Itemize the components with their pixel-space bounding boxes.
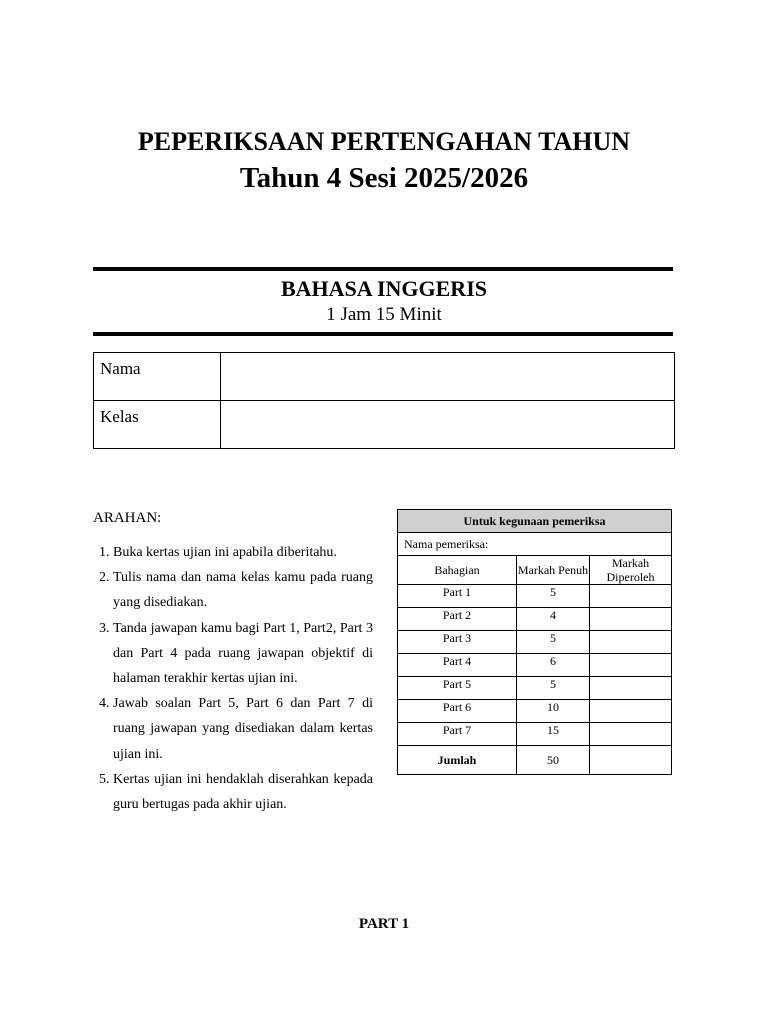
part-label: Part 5 bbox=[398, 677, 517, 700]
table-row bbox=[398, 677, 672, 700]
part-heading: PART 1 bbox=[358, 916, 410, 932]
examiner-table-heading: Untuk kegunaan pemeriksa bbox=[398, 510, 672, 533]
full-marks: 5 bbox=[517, 585, 590, 608]
class-field[interactable] bbox=[221, 401, 675, 449]
exam-title: PEPERIKSAAN PERTENGAHAN TAHUN bbox=[137, 127, 631, 156]
exam-duration: 1 Jam 15 Minit bbox=[326, 304, 442, 325]
obtained-marks bbox=[590, 700, 672, 723]
obtained-marks bbox=[590, 654, 672, 677]
instructions-list bbox=[93, 540, 373, 817]
part-label: Part 1 bbox=[398, 585, 517, 608]
name-row bbox=[94, 353, 675, 401]
full-marks: 15 bbox=[517, 723, 590, 746]
student-info-table bbox=[93, 352, 675, 449]
exam-subtitle: Tahun 4 Sesi 2025/2026 bbox=[239, 162, 529, 194]
table-row bbox=[398, 723, 672, 746]
full-marks: 6 bbox=[517, 654, 590, 677]
total-full-marks: 50 bbox=[517, 746, 590, 775]
instruction-item: 3. Tanda jawapan kamu bagi Part 1, Part2, Part 3 dan Part 4 pada ruang jawapan objektif di halaman terakhir kertas ujian ini. bbox=[113, 616, 373, 692]
full-marks: 10 bbox=[517, 700, 590, 723]
top-divider bbox=[93, 267, 673, 271]
total-obtained-marks bbox=[590, 746, 672, 775]
obtained-marks bbox=[590, 723, 672, 746]
instruction-item: 2. Tulis nama dan nama kelas kamu pada ruang yang disediakan. bbox=[113, 565, 373, 615]
full-marks: 5 bbox=[517, 677, 590, 700]
instructions-title: ARAHAN: bbox=[93, 510, 162, 526]
table-row bbox=[398, 631, 672, 654]
table-row bbox=[398, 608, 672, 631]
table-row bbox=[398, 700, 672, 723]
name-label: Nama bbox=[94, 353, 221, 401]
bottom-divider bbox=[93, 332, 673, 336]
obtained-marks bbox=[590, 608, 672, 631]
full-marks: 4 bbox=[517, 608, 590, 631]
obtained-marks bbox=[590, 585, 672, 608]
part-label: Part 4 bbox=[398, 654, 517, 677]
examiner-name-field: Nama pemeriksa: bbox=[398, 533, 672, 556]
column-header-obtained-marks: Markah Diperoleh bbox=[590, 556, 672, 585]
table-row bbox=[398, 654, 672, 677]
class-row bbox=[94, 401, 675, 449]
name-field[interactable] bbox=[221, 353, 675, 401]
part-label: Part 3 bbox=[398, 631, 517, 654]
column-header-section: Bahagian bbox=[398, 556, 517, 585]
part-label: Part 7 bbox=[398, 723, 517, 746]
instruction-item: 4. Jawab soalan Part 5, Part 6 dan Part 7 di ruang jawapan yang disediakan dalam kertas ujian ini. bbox=[113, 691, 373, 767]
instruction-item: 1. Buka kertas ujian ini apabila diberitahu. bbox=[113, 540, 373, 565]
examiner-marks-table bbox=[397, 509, 672, 775]
part-label: Part 6 bbox=[398, 700, 517, 723]
part-label: Part 2 bbox=[398, 608, 517, 631]
obtained-marks bbox=[590, 631, 672, 654]
class-label: Kelas bbox=[94, 401, 221, 449]
column-header-full-marks: Markah Penuh bbox=[517, 556, 590, 585]
total-label: Jumlah bbox=[398, 746, 517, 775]
table-row bbox=[398, 585, 672, 608]
obtained-marks bbox=[590, 677, 672, 700]
instruction-item: 5. Kertas ujian ini hendaklah diserahkan kepada guru bertugas pada akhir ujian. bbox=[113, 767, 373, 817]
full-marks: 5 bbox=[517, 631, 590, 654]
total-row bbox=[398, 746, 672, 775]
subject-name: BAHASA INGGERIS bbox=[280, 276, 487, 301]
